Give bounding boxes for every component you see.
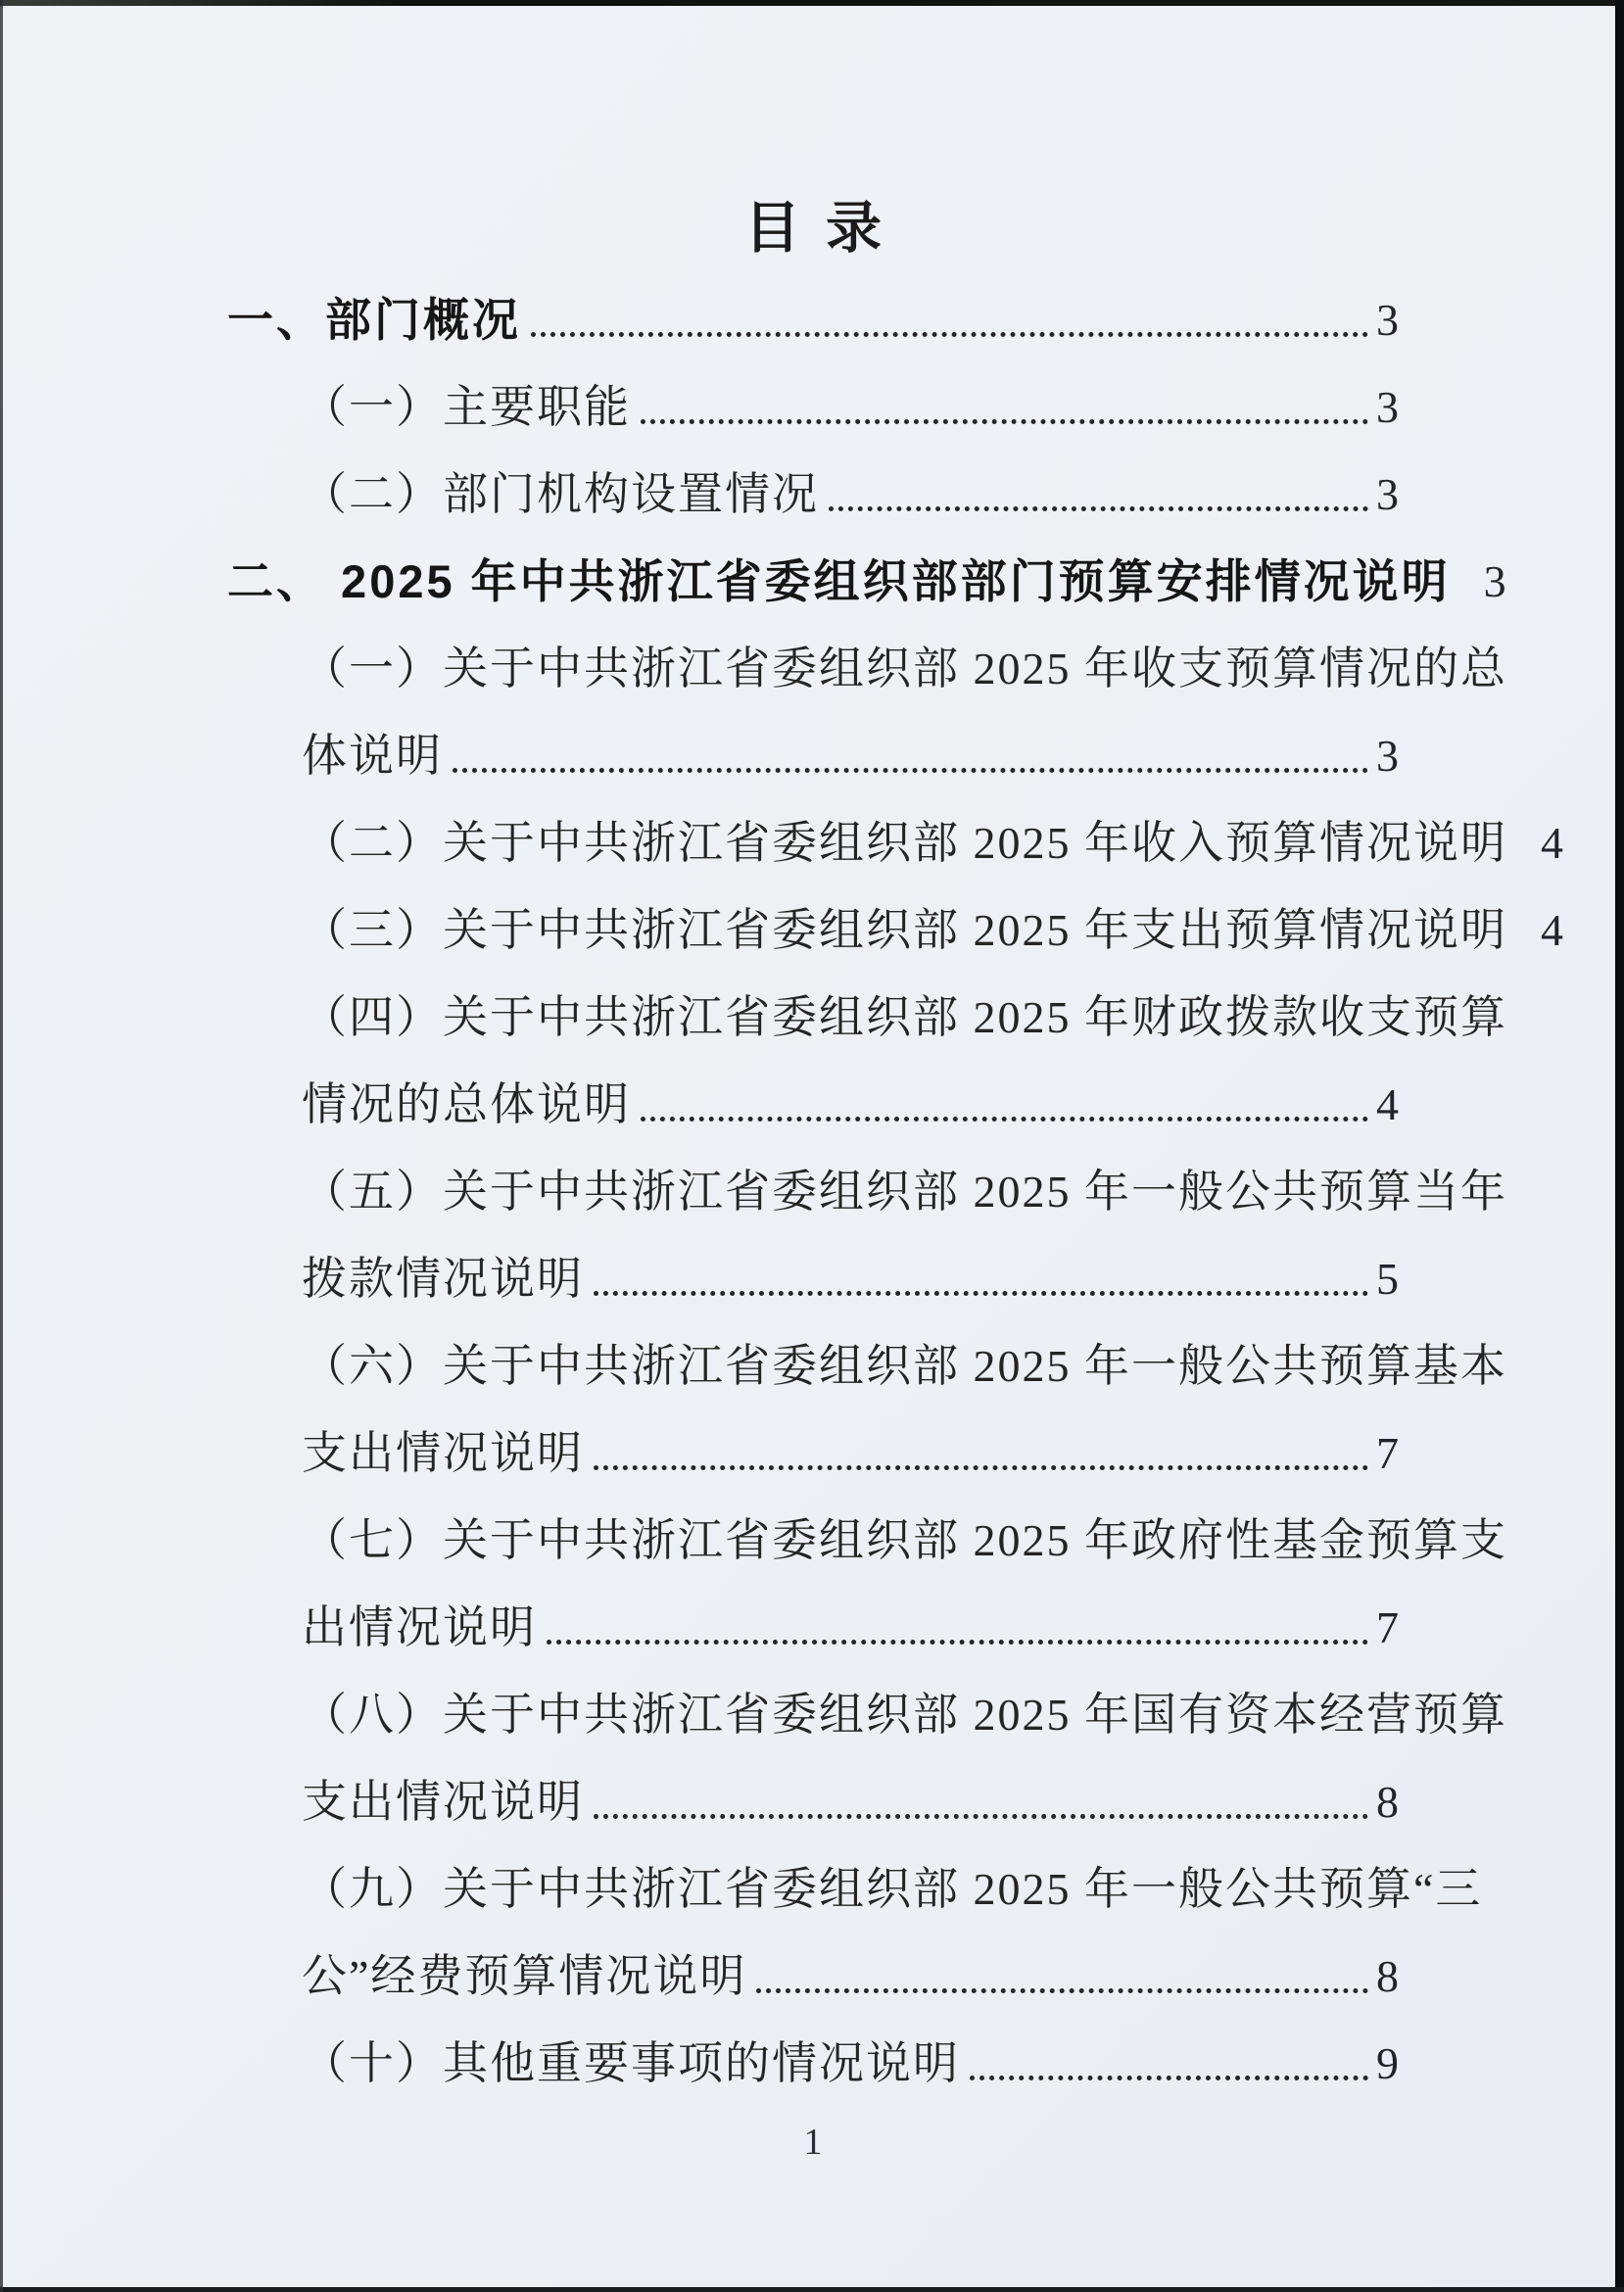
toc-entry-row <box>227 1218 1399 1305</box>
toc-page-number: 3 <box>1376 382 1399 432</box>
toc-entry-text: 拨款情况说明 <box>302 1254 584 1304</box>
toc-entry-row <box>227 1305 1507 1392</box>
toc-page-number: 8 <box>1376 1777 1399 1827</box>
toc-entry-row <box>227 607 1507 694</box>
dot-leader <box>547 1640 1368 1645</box>
toc-page-number: 3 <box>1376 469 1399 519</box>
toc-page-number: 7 <box>1376 1602 1399 1652</box>
dot-leader <box>829 506 1368 511</box>
toc-entry-row <box>227 520 1506 607</box>
toc-entry-text: （八）关于中共浙江省委组织部 2025 年国有资本经营预算 <box>302 1690 1507 1740</box>
toc-entry-row <box>227 1392 1399 1479</box>
toc-entry-text: 体说明 <box>302 731 443 781</box>
toc-entry-text: （十）其他重要事项的情况说明 <box>302 2038 960 2088</box>
scan-edge-right <box>1615 0 1624 2292</box>
toc-entry-row <box>227 869 1563 956</box>
toc-entry-text: 一、部门概况 <box>227 294 521 346</box>
scan-edge-left <box>0 0 3 2292</box>
toc-page-number: 5 <box>1376 1254 1399 1304</box>
toc-page-number: 3 <box>1483 556 1506 606</box>
toc-entry-text: 公”经费预算情况说明 <box>302 1951 747 2001</box>
toc-page-number: 9 <box>1376 2038 1399 2088</box>
toc-entry-text: 支出情况说明 <box>302 1777 584 1827</box>
scan-edge-bottom <box>0 2287 1624 2292</box>
toc-entry-row <box>227 782 1563 869</box>
toc-entry-row <box>227 694 1399 782</box>
toc-page-number: 3 <box>1376 731 1399 781</box>
toc-entry-text: （四）关于中共浙江省委组织部 2025 年财政拨款收支预算 <box>302 992 1507 1042</box>
dot-leader <box>970 2076 1368 2080</box>
toc-entry-row <box>227 1915 1399 2002</box>
toc-entry-row <box>227 2002 1399 2089</box>
toc-entry-row <box>227 956 1507 1043</box>
toc-entry-text: 出情况说明 <box>302 1602 537 1652</box>
toc-entry-text: 情况的总体说明 <box>302 1079 631 1129</box>
toc-entry-row <box>227 1741 1399 1828</box>
toc-entry-row <box>227 1828 1483 1915</box>
toc-entry-text: （二）部门机构设置情况 <box>302 469 819 519</box>
toc-entry-text: （五）关于中共浙江省委组织部 2025 年一般公共预算当年 <box>302 1167 1507 1217</box>
toc-entry-row <box>227 346 1399 433</box>
toc-entry-text: （一）主要职能 <box>302 382 631 432</box>
toc-entry-text: （七）关于中共浙江省委组织部 2025 年政府性基金预算支 <box>302 1515 1507 1565</box>
toc-entry-row <box>227 1130 1507 1218</box>
toc-entry-row <box>227 1043 1399 1130</box>
toc-entry-text: （二）关于中共浙江省委组织部 2025 年收入预算情况说明 <box>302 818 1507 868</box>
dot-leader <box>594 1814 1368 1819</box>
toc-page-number: 3 <box>1376 295 1399 345</box>
dot-leader <box>594 1465 1368 1470</box>
toc-entry-row <box>227 259 1399 346</box>
toc-list <box>227 259 1563 2089</box>
toc-page-number: 7 <box>1376 1428 1399 1478</box>
toc-entry-row <box>227 1479 1507 1566</box>
toc-page-number: 4 <box>1376 1079 1399 1129</box>
dot-leader <box>453 768 1368 773</box>
toc-entry-text: （六）关于中共浙江省委组织部 2025 年一般公共预算基本 <box>302 1341 1507 1391</box>
dot-leader <box>531 332 1368 337</box>
toc-entry-row <box>227 1653 1507 1741</box>
dot-leader <box>641 1117 1368 1122</box>
toc-page-number: 4 <box>1541 905 1563 955</box>
scan-edge-top <box>0 0 1624 6</box>
toc-entry-text: （一）关于中共浙江省委组织部 2025 年收支预算情况的总 <box>302 644 1507 693</box>
toc-page-number: 8 <box>1376 1951 1399 2001</box>
toc-entry-text: 二、 2025 年中共浙江省委组织部部门预算安排情况说明 <box>227 555 1451 607</box>
page-title: 目录 <box>744 197 907 260</box>
toc-page-number: 4 <box>1541 818 1563 868</box>
toc-entry-text: （三）关于中共浙江省委组织部 2025 年支出预算情况说明 <box>302 905 1507 955</box>
toc-entry-row <box>227 1566 1399 1653</box>
toc-entry-text: 支出情况说明 <box>302 1428 584 1478</box>
toc-entry-text: （九）关于中共浙江省委组织部 2025 年一般公共预算“三 <box>302 1864 1483 1914</box>
toc-entry-row <box>227 433 1399 520</box>
dot-leader <box>594 1291 1368 1296</box>
dot-leader <box>641 419 1368 424</box>
page-number: 1 <box>803 2122 823 2163</box>
dot-leader <box>756 1988 1368 1993</box>
